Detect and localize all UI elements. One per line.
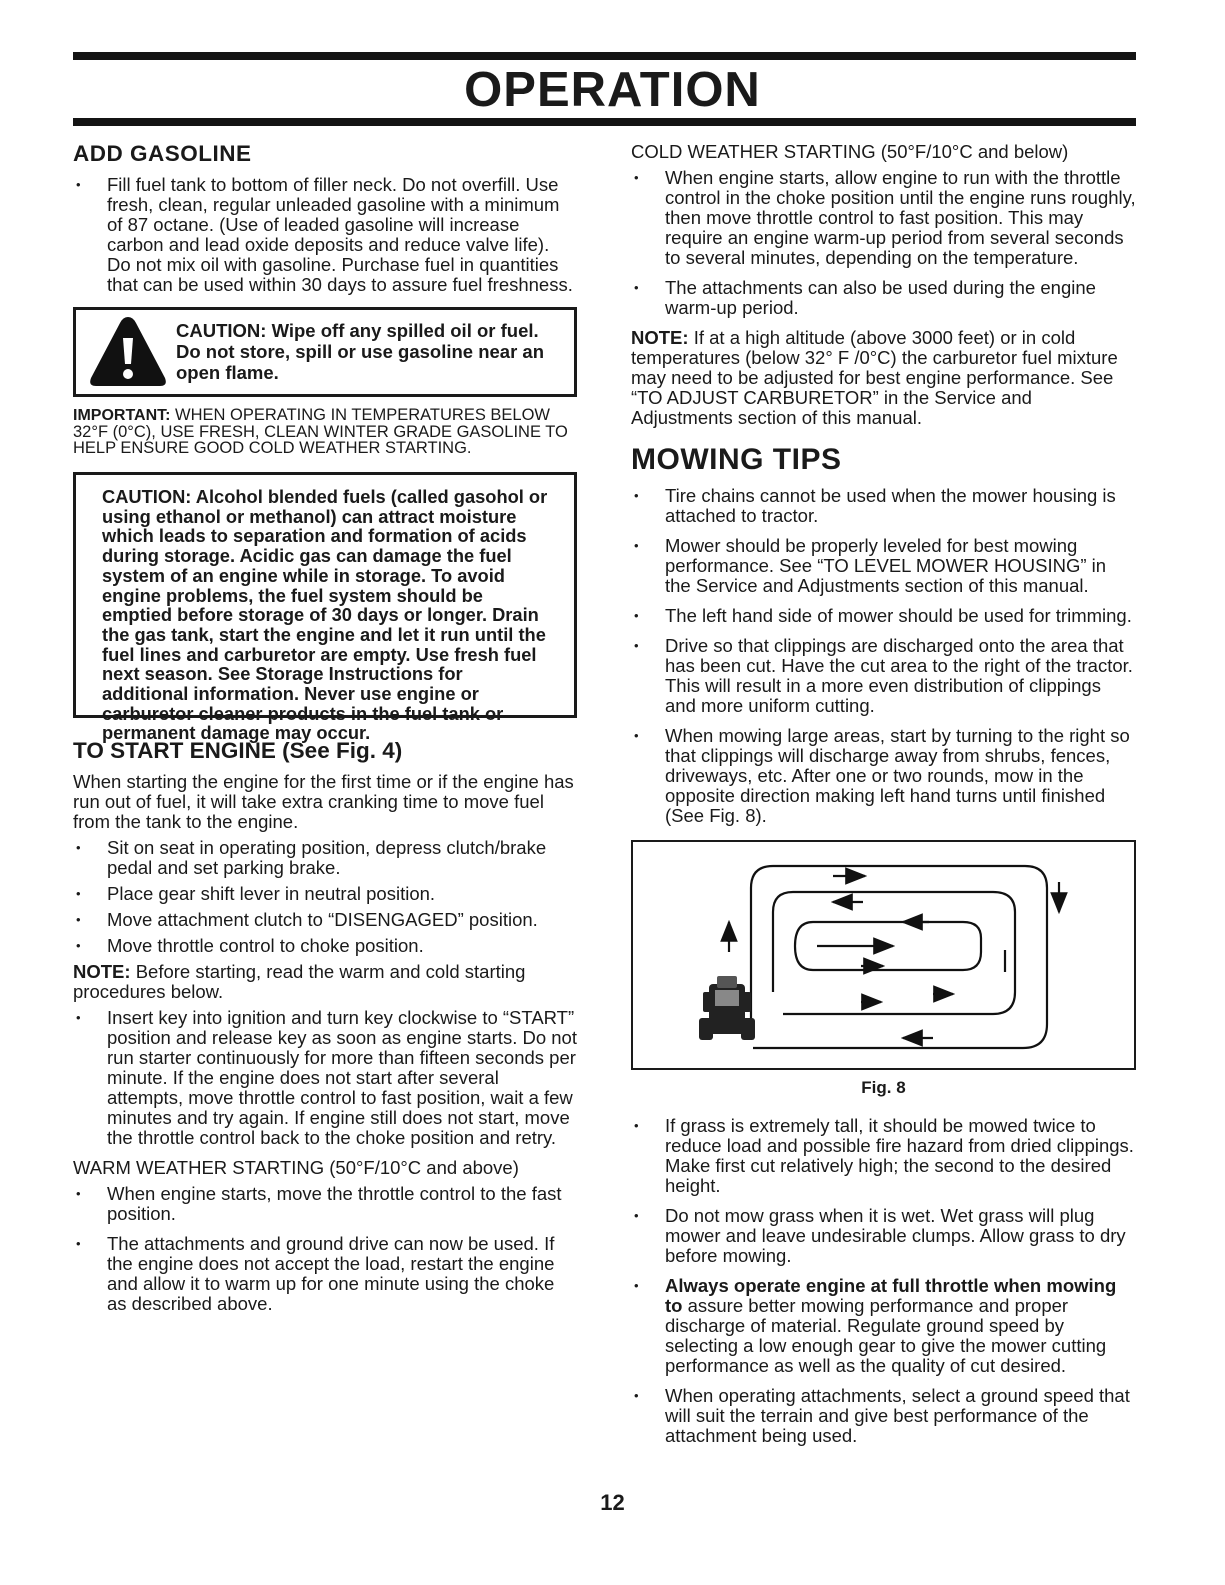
list-item: • Drive so that clippings are discharged onto the area that has been cut. Have the cut area to the right of the tractor. This will result in a more even distribution of clippings and more uniform cutting. — [631, 636, 1136, 716]
top-rule — [73, 52, 1136, 60]
warm-weather-list — [73, 1184, 577, 1314]
list-item: • When engine starts, move the throttle control to the fast position. — [73, 1184, 577, 1224]
title-underline — [73, 118, 1136, 126]
note-text: Before starting, read the warm and cold starting procedures below. — [73, 961, 526, 1002]
figure-caption: Fig. 8 — [861, 1078, 906, 1097]
throttle-text: assure better mowing performance and proper discharge of material. Regulate ground speed by selecting a low enough gear to give the mower cutting performance as well as the quality of cut desired. — [665, 1295, 1107, 1376]
caution-text: CAUTION: Wipe off any spilled oil or fuel. Do not store, spill or use gasoline near an open flame. — [176, 320, 545, 383]
page-title: OPERATION — [464, 63, 761, 117]
list-item: • Fill fuel tank to bottom of filler neck. Do not overfill. Use fresh, clean, regular unleaded gasoline with a minimum of 87 octane. (Use of leaded gasoline will increase carbon and lead oxide deposits and reduce valve life). Do not mix oil with gasoline. Purchase fuel in quantities that can be used within 30 days to assure fuel freshness. — [73, 175, 577, 295]
right-column — [631, 138, 1136, 1456]
tractor-icon — [699, 976, 755, 1040]
cold-weather-heading: COLD WEATHER STARTING (50°F/10°C and below) — [631, 141, 1069, 162]
list-item: • Move throttle control to choke position. — [73, 936, 577, 956]
mowing-pattern-figure — [631, 840, 1136, 1070]
list-item: • Mower should be properly leveled for best mowing performance. See “TO LEVEL MOWER HOUSING” in the Service and Adjustments section of this manual. — [631, 536, 1136, 596]
important-label: IMPORTANT: — [73, 407, 171, 424]
warm-weather-heading: WARM WEATHER STARTING (50°F/10°C and above) — [73, 1157, 519, 1178]
start-engine-intro: When starting the engine for the first time or if the engine has run out of fuel, it will take extra cranking time to move fuel from the tank to the engine. — [73, 771, 574, 832]
note-label: NOTE: — [631, 327, 689, 348]
mowing-tips-heading: MOWING TIPS — [631, 443, 842, 476]
list-item: • Do not mow grass when it is wet. Wet grass will plug mower and leave undesirable clumps. Allow grass to dry before mowing. — [631, 1206, 1136, 1266]
list-item: • If grass is extremely tall, it should be mowed twice to reduce load and possible fire hazard from dried clippings. Make first cut relatively high; the second to the desired height. — [631, 1116, 1136, 1196]
list-item-throttle — [631, 1276, 1136, 1376]
list-item: • Sit on seat in operating position, depress clutch/brake pedal and set parking brake. — [73, 838, 577, 878]
page-number: 12 — [600, 1490, 625, 1515]
start-engine-note — [73, 962, 577, 1002]
list-item: • The attachments can also be used during the engine warm-up period. — [631, 278, 1136, 318]
caution-box-alcohol: CAUTION: Alcohol blended fuels (called gasohol or using ethanol or methanol) can attract moisture which leads to separation and formation of acids during storage. Acidic gas can damage the fuel system of an engine while in storage. To avoid engine problems, the fuel system should be emptied before storage of 30 days or longer. Drain the gas tank, start the engine and let it run until the fuel lines and carburetor are empty. Use fresh fuel next season. See Storage Instructions for additional information. Never use engine or carburetor cleaner products in the fuel tank or permanent damage may occur. — [73, 472, 577, 718]
list-item: • Insert key into ignition and turn key clockwise to “START” position and release key as soon as engine starts. Do not run starter continuously for more than fifteen seconds per minute. If the engine does not start after several attempts, move throttle control to fast position, wait a few minutes and try again. If engine still does not start, move the throttle control back to the choke position and retry. — [73, 1008, 577, 1148]
mowing-tips-list — [631, 486, 1136, 826]
note-label: NOTE: — [73, 961, 131, 982]
list-item: • Move attachment clutch to “DISENGAGED” position. — [73, 910, 577, 930]
note-text: If at a high altitude (above 3000 feet) or in cold temperatures (below 32° F /0°C) the carburetor fuel mixture may need to be adjusted for best engine performance. See “TO ADJUST CARBURETOR” in the Service and Adjustments section of this manual. — [631, 327, 1118, 428]
list-item: • The attachments and ground drive can now be used. If the engine does not accept the load, restart the engine and allow it to warm up for one minute using the choke as described above. — [73, 1234, 577, 1314]
list-item: • When engine starts, allow engine to run with the throttle control in the choke position until the engine runs roughly, then move throttle control to fast position. This may require an engine warm-up period from several seconds to several minutes, depending on the temperature. — [631, 168, 1136, 268]
important-text: WHEN OPERATING IN TEMPERATURES BELOW 32°F (0°C), USE FRESH, CLEAN WINTER GRADE GASOLINE TO HELP ENSURE GOOD COLD WEATHER STARTING. — [73, 406, 568, 457]
left-column — [73, 138, 577, 1324]
list-item: • When mowing large areas, start by turning to the right so that clippings will discharge away from shrubs, fences, driveways, etc. After one or two rounds, mow in the opposite direction making left hand turns until finished (See Fig. 8). — [631, 726, 1136, 826]
start-engine-list — [73, 838, 577, 956]
cold-weather-note — [631, 328, 1136, 428]
mowing-tips-list-2 — [631, 1116, 1136, 1446]
important-note — [73, 407, 577, 456]
start-engine-list-2 — [73, 1008, 577, 1148]
mowing-pattern-diagram — [633, 842, 1134, 1068]
list-item: • The left hand side of mower should be used for trimming. — [631, 606, 1136, 626]
start-engine-heading: TO START ENGINE (See Fig. 4) — [73, 738, 403, 763]
list-item: • Tire chains cannot be used when the mower housing is attached to tractor. — [631, 486, 1136, 526]
throttle-bold-text: Always operate engine at full throttle when mowing to — [665, 1275, 1117, 1316]
list-item: • Place gear shift lever in neutral position. — [73, 884, 577, 904]
list-item: • When operating attachments, select a ground speed that will suit the terrain and give best performance of the attachment being used. — [631, 1386, 1136, 1446]
caution-box-flame — [73, 307, 577, 397]
cold-weather-list — [631, 168, 1136, 318]
warning-triangle-icon — [88, 314, 168, 390]
add-gasoline-heading: ADD GASOLINE — [73, 141, 252, 166]
add-gasoline-list — [73, 175, 577, 295]
